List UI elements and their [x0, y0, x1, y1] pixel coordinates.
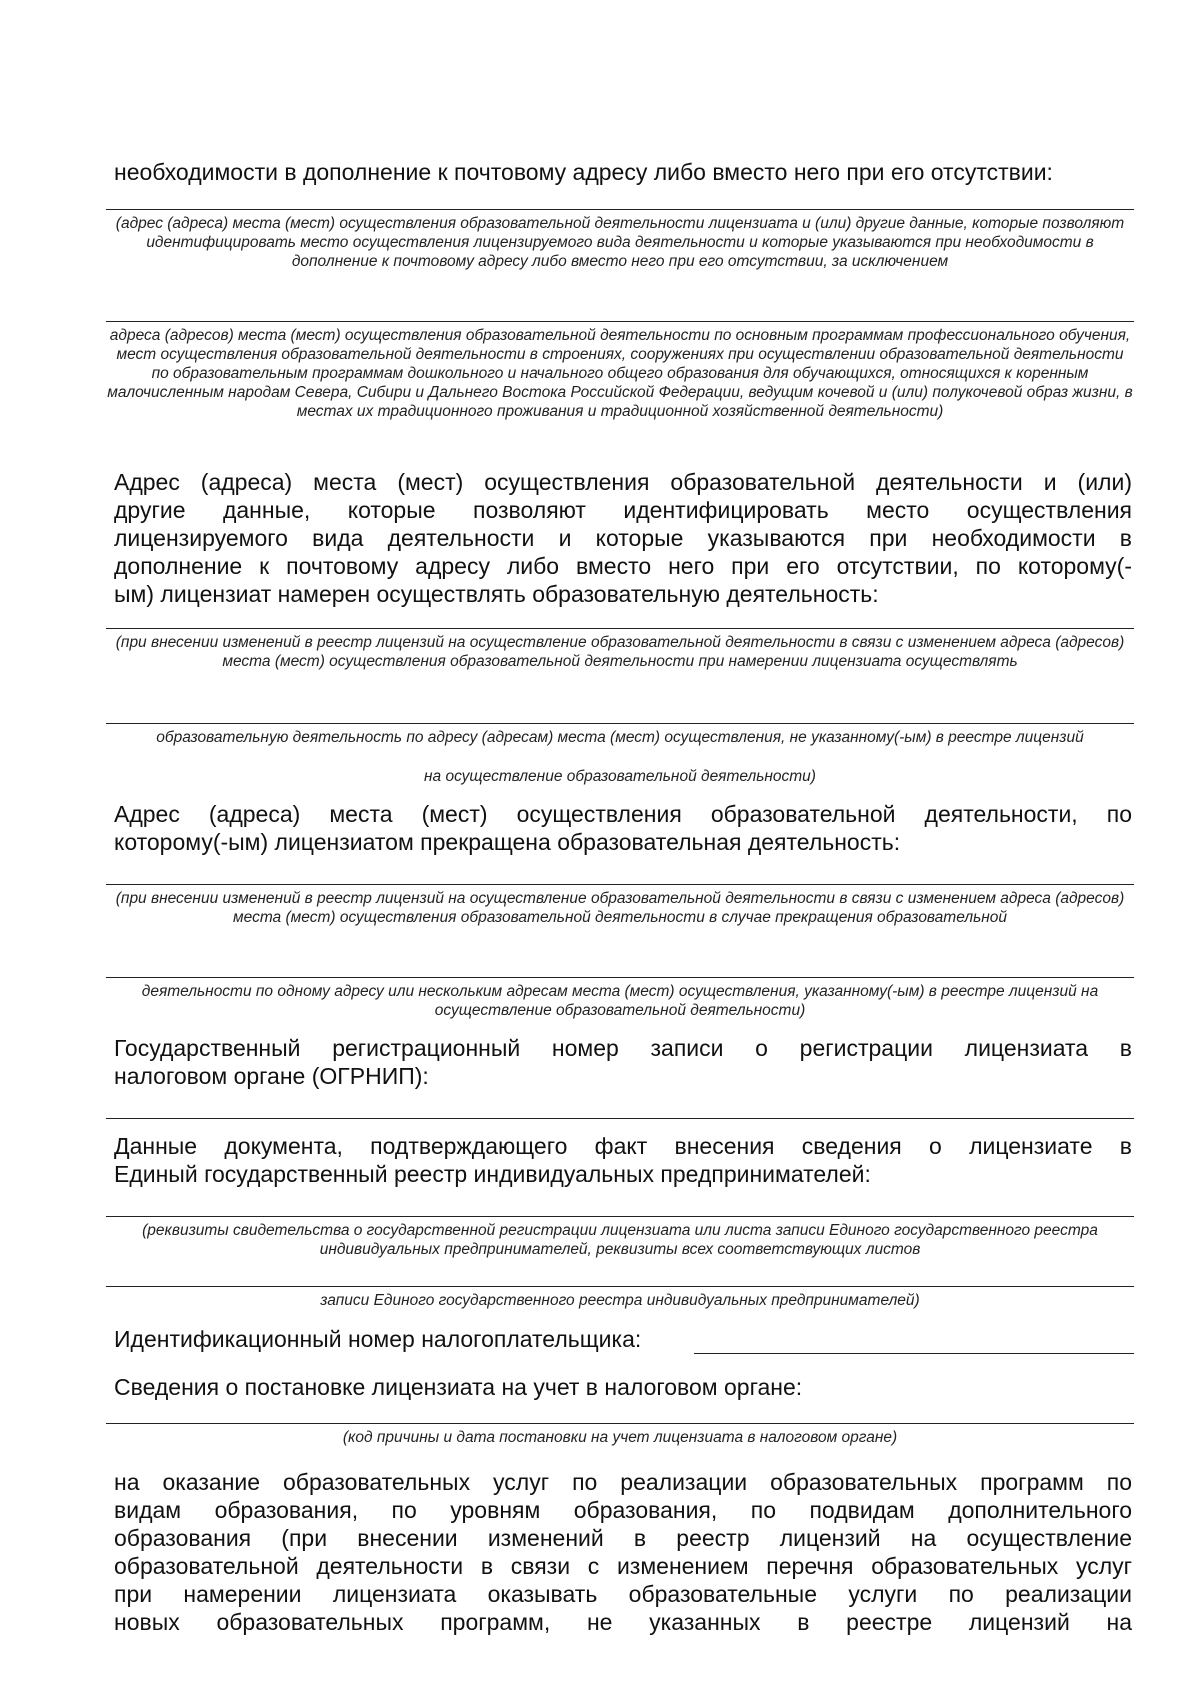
- caption-address-1: (адрес (адреса) места (мест) осуществления образовательной деятельности лицензиата и (или) другие данные, которые позволяют идентифицировать место осуществления лицензируемого вида деятельности и которые указываются при необходимости в дополнение к почтовому адресу либо вместо него при его отсутствии, за исключением: [115, 215, 1125, 270]
- text-line: другие данные, которые позволяют идентифицировать место осуществления: [114, 497, 1132, 523]
- text-line: Адрес (адреса) места (мест) осуществления образовательной деятельности и (или): [114, 469, 1132, 495]
- field-line-egrip-1[interactable]: [106, 1216, 1134, 1217]
- label-inn: Идентификационный номер налогоплательщика:: [114, 1326, 642, 1352]
- intro-line: необходимости в дополнение к почтовому адресу либо вместо него при его отсутствии:: [114, 159, 1053, 185]
- field-line-new-address-1[interactable]: [106, 628, 1134, 629]
- text-line: ым) лицензиат намерен осуществлять образовательную деятельность:: [114, 581, 879, 607]
- text-line: видам образования, по уровням образования, по подвидам дополнительного: [114, 1497, 1132, 1523]
- text-line: которому(-ым) лицензиатом прекращена образовательная деятельность:: [114, 829, 901, 855]
- paragraph-new-address: [114, 468, 1132, 608]
- field-line-new-address-2[interactable]: [106, 723, 1134, 724]
- text-line: лицензируемого вида деятельности и которые указываются при необходимости в: [114, 525, 1132, 551]
- field-line-stop-address-2[interactable]: [106, 977, 1134, 978]
- paragraph-stop-address: [114, 800, 1132, 856]
- field-line-address-1[interactable]: [106, 209, 1134, 210]
- caption-new-address-2b: на осуществление образовательной деятельности): [424, 768, 816, 785]
- text-line: Государственный регистрационный номер записи о регистрации лицензиата в: [114, 1035, 1132, 1061]
- field-line-address-2[interactable]: [106, 321, 1134, 322]
- field-line-egrip-2[interactable]: [106, 1286, 1134, 1287]
- text-line: образования (при внесении изменений в реестр лицензий на осуществление: [114, 1525, 1132, 1551]
- caption-tax-registration: (код причины и дата постановки на учет лицензиата в налоговом органе): [342, 1429, 898, 1446]
- text-line: дополнение к почтовому адресу либо вместо него при его отсутствии, по которому(-: [114, 553, 1132, 579]
- field-line-inn[interactable]: [694, 1353, 1134, 1354]
- caption-stop-address-1: (при внесении изменений в реестр лицензий на осуществление образовательной деятельности в связи с изменением адреса (адресов) места (мест) осуществления образовательной деятельности в случае прекращения образовательной: [115, 890, 1125, 926]
- paragraph-egrip: [114, 1132, 1132, 1188]
- caption-stop-address-2: деятельности по одному адресу или нескольким адресам места (мест) осуществления, указанному(-ым) в реестре лицензий на осуществление образовательной деятельности): [141, 983, 1099, 1019]
- text-line: налоговом органе (ОГРНИП):: [114, 1063, 429, 1089]
- text-line: новых образовательных программ, не указанных в реестре лицензий на: [114, 1609, 1132, 1635]
- paragraph-ogrnip: [114, 1034, 1132, 1090]
- field-line-tax-registration[interactable]: [106, 1423, 1134, 1424]
- caption-egrip-1: (реквизиты свидетельства о государственной регистрации лицензиата или листа записи Единого государственного реестра индивидуальных предпринимателей, реквизиты всех соответствующих листов: [142, 1222, 1098, 1258]
- caption-new-address-2a: образовательную деятельность по адресу (адресам) места (мест) осуществления, не указанному(-ым) в реестре лицензий: [156, 729, 1084, 746]
- caption-new-address-1: (при внесении изменений в реестр лицензий на осуществление образовательной деятельности в связи с изменением адреса (адресов) места (мест) осуществления образовательной деятельности при намерении лицензиата осуществлять: [115, 634, 1125, 670]
- label-tax-registration: Сведения о постановке лицензиата на учет в налоговом органе:: [114, 1374, 803, 1400]
- text-line: на оказание образовательных услуг по реализации образовательных программ по: [114, 1469, 1132, 1495]
- paragraph-services: [114, 1468, 1132, 1636]
- field-line-ogrnip[interactable]: [106, 1118, 1134, 1119]
- text-line: образовательной деятельности в связи с изменением перечня образовательных услуг: [114, 1553, 1132, 1579]
- caption-egrip-2: записи Единого государственного реестра индивидуальных предпринимателей): [320, 1292, 920, 1309]
- caption-address-2: адреса (адресов) места (мест) осуществления образовательной деятельности по основным программам профессионального обучения, мест осуществления образовательной деятельности в строениях, сооружениях при осуществлении образовательной деятельности по образовательным программам дошкольного и начального общего образования для обучающихся, относящихся к коренным малочисленным народам Севера, Сибири и Дальнего Востока Российской Федерации, ведущим кочевой и (или) полукочевой образ жизни, в местах их традиционного проживания и традиционной хозяйственной деятельности): [107, 327, 1133, 420]
- text-line: при намерении лицензиата оказывать образовательные услуги по реализации: [114, 1581, 1132, 1607]
- text-line: Единый государственный реестр индивидуальных предпринимателей:: [114, 1161, 871, 1187]
- field-line-stop-address-1[interactable]: [106, 884, 1134, 885]
- text-line: Данные документа, подтверждающего факт внесения сведения о лицензиате в: [114, 1133, 1132, 1159]
- text-line: Адрес (адреса) места (мест) осуществления образовательной деятельности, по: [114, 801, 1132, 827]
